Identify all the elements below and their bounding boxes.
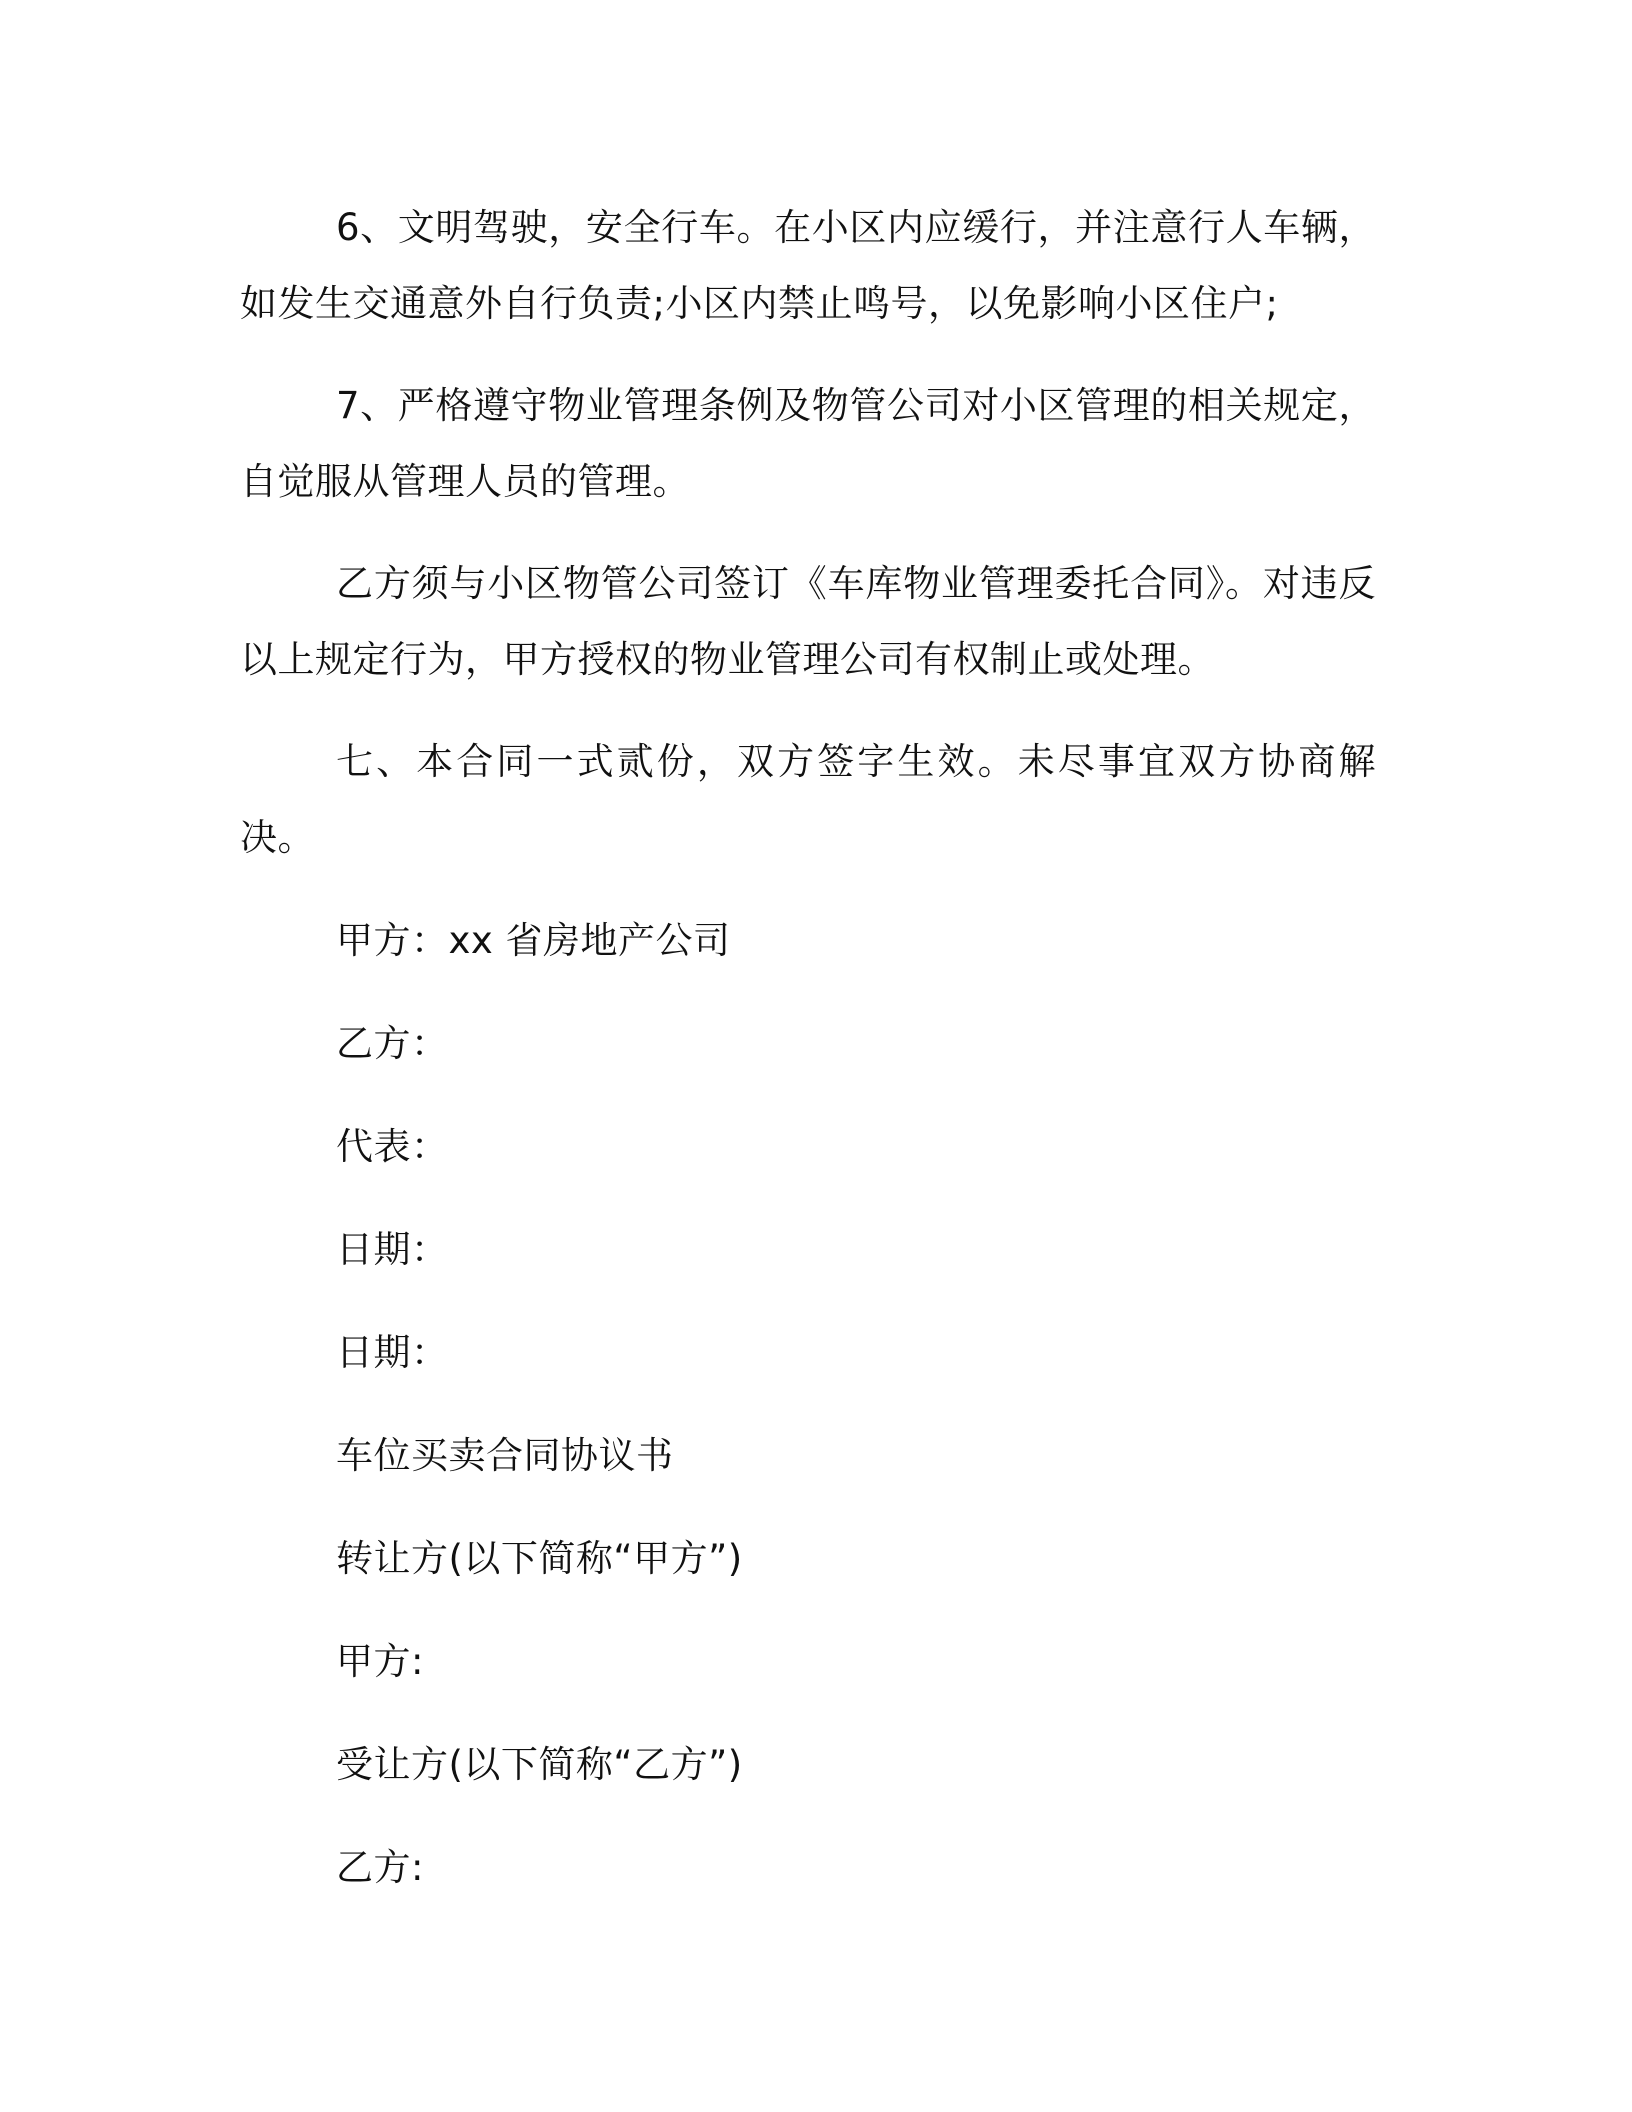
party-b-line: 乙方： [336, 1022, 449, 1065]
transferor-line: 转让方(以下简称“甲方”) [336, 1537, 743, 1580]
transferee-line: 受让方(以下简称“乙方”) [336, 1743, 743, 1786]
date-line-1: 日期： [336, 1228, 449, 1271]
paragraph-clause-6: 6、文明驾驶，安全行车。在小区内应缓行，并注意行人车辆，如发生交通意外自行负责;小区内禁止鸣号，以免影响小区住户; [240, 206, 1376, 325]
paragraph-clause-7: 7、严格遵守物业管理条例及物管公司对小区管理的相关规定，自觉服从管理人员的管理。 [240, 384, 1376, 503]
paragraph-party-b-obligation: 乙方须与小区物管公司签订《车库物业管理委托合同》。对违反以上规定行为，甲方授权的物业管理公司有权制止或处理。 [240, 562, 1376, 681]
paragraph-section-7: 七、本合同一式贰份，双方签字生效。未尽事宜双方协商解决。 [240, 740, 1376, 859]
representative-line: 代表： [336, 1125, 449, 1168]
party-a-line: 甲方：xx 省房地产公司 [336, 919, 731, 962]
party-a-label: 甲方: [336, 1640, 424, 1683]
date-line-2: 日期： [336, 1331, 449, 1374]
document-body [240, 190, 1376, 1906]
party-b-label: 乙方: [336, 1846, 424, 1889]
contract-title: 车位买卖合同协议书 [336, 1434, 674, 1477]
